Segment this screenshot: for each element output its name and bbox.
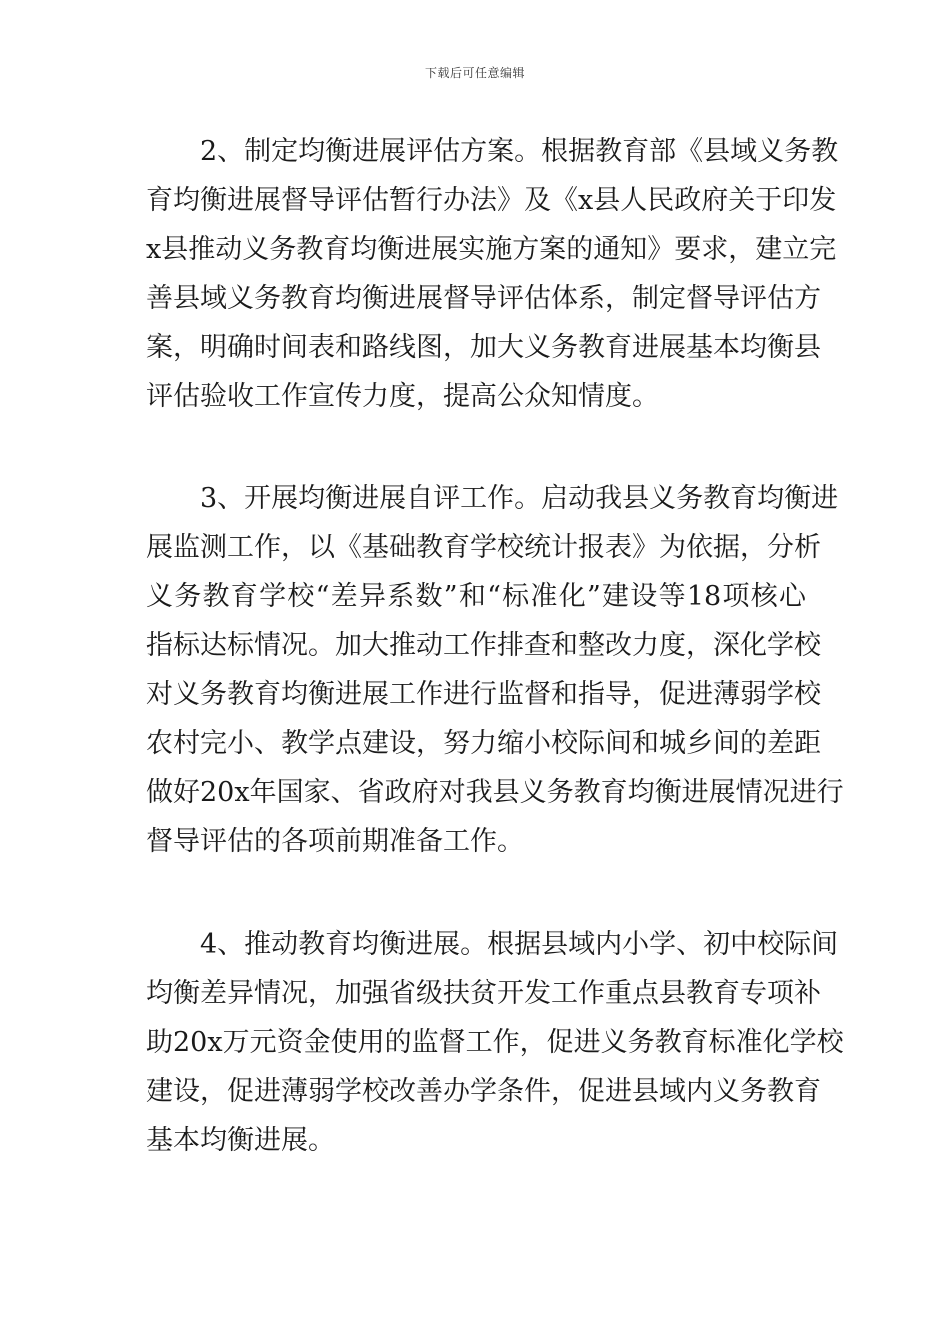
paragraph-line: 评估验收工作宣传力度，提高公众知情度。 xyxy=(146,381,659,412)
paragraph-item-2 xyxy=(146,127,839,421)
page-header-note: 下载后可任意编辑 xyxy=(424,66,525,80)
paragraph-line: 农村完小、教学点建设，努力缩小校际间和城乡间的差距 xyxy=(146,728,821,759)
paragraph-line: 督导评估的各项前期准备工作。 xyxy=(146,826,524,857)
paragraph-line: 育均衡进展督导评估暂行办法》及《x县人民政府关于印发 xyxy=(146,185,837,216)
paragraph-item-3 xyxy=(146,474,844,866)
paragraph-line: 做好20x年国家、省政府对我县义务教育均衡进展情况进行 xyxy=(146,777,844,808)
paragraph-line: 义务教育学校“差异系数”和“标准化”建设等18项核心 xyxy=(146,581,806,612)
paragraph-line: 善县域义务教育均衡进展督导评估体系，制定督导评估方 xyxy=(146,283,821,314)
paragraph-line: 对义务教育均衡进展工作进行监督和指导，促进薄弱学校 xyxy=(146,679,821,710)
paragraph-line: 指标达标情况。加大推动工作排查和整改力度，深化学校 xyxy=(146,630,821,661)
paragraph-line: 展监测工作，以《基础教育学校统计报表》为依据，分析 xyxy=(146,532,821,563)
paragraph-line: x县推动义务教育均衡进展实施方案的通知》要求，建立完 xyxy=(146,234,837,265)
paragraph-line: 助20x万元资金使用的监督工作，促进义务教育标准化学校 xyxy=(146,1027,844,1058)
paragraph-line: 3、开展均衡进展自评工作。启动我县义务教育均衡进 xyxy=(200,483,839,514)
paragraph-line: 建设，促进薄弱学校改善办学条件，促进县域内义务教育 xyxy=(146,1076,821,1107)
paragraph-line: 均衡差异情况，加强省级扶贫开发工作重点县教育专项补 xyxy=(146,978,821,1009)
paragraph-line: 基本均衡进展。 xyxy=(146,1125,335,1156)
paragraph-line: 案，明确时间表和路线图，加大义务教育进展基本均衡县 xyxy=(146,332,821,363)
paragraph-item-4 xyxy=(146,920,844,1165)
paragraph-line: 4、推动教育均衡进展。根据县域内小学、初中校际间 xyxy=(200,929,839,960)
paragraph-line: 2、制定均衡进展评估方案。根据教育部《县域义务教 xyxy=(200,136,839,167)
